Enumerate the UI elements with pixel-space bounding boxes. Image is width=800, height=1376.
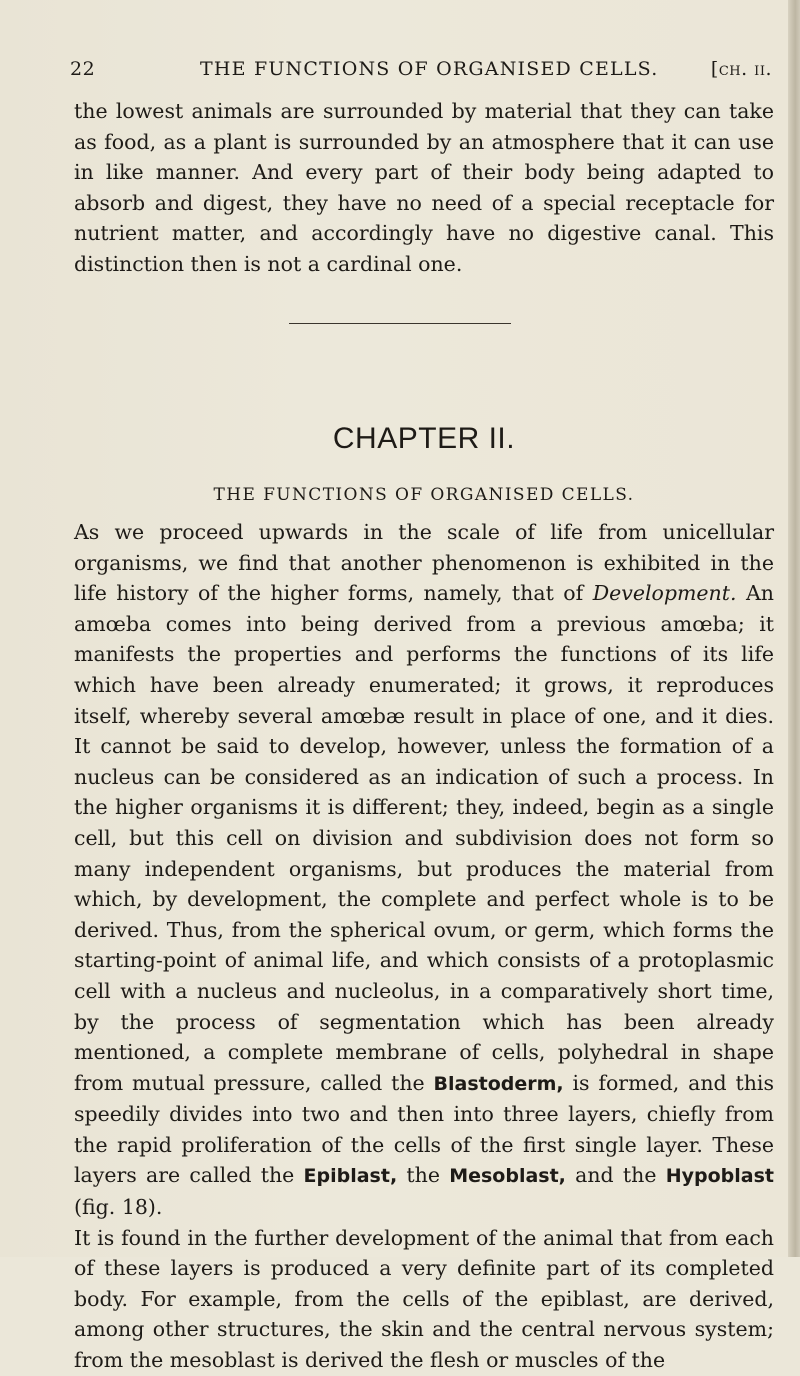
top-paragraph: the lowest animals are surrounded by material that they can take as food, as a plant is surrounded by an atmosphere that it can use in like manner. And every part of their body being adapted to absorb and digest, they have no need of a special receptacle for nutrient matter, and accordingly have no digestive canal. This distinction then is not a cardinal one. bbox=[74, 99, 774, 276]
page-edge-shadow bbox=[788, 0, 800, 1257]
paragraph-text: the bbox=[397, 1163, 450, 1188]
paragraph-text: As we proceed upwards in the scale of life from unicellular organisms, we find that another phenomenon is exhibited in the life history of the higher forms, namely, that of bbox=[74, 520, 774, 606]
paragraph-development bbox=[74, 517, 774, 1223]
running-head bbox=[70, 58, 782, 82]
paragraph-text: An amœba comes into being derived from a previous amœba; it manifests the properties and performs the functions of its life which have been already enumerated; it grows, it reproduces itself, whereby several amœbæ result in place of one, and it dies. It cannot be said to develop, however, unless the formation of a nucleus can be considered as an indication of such a process. In the higher organisms it is different; they, indeed, begin as a single cell, but this cell on division and subdivision does not form so many independent organisms, but produces the material from which, by development, the complete and perfect whole is to be derived. Thus, from the spherical ovum, or germ, which forms the starting-point of animal life, and which consists of a protoplasmic cell with a nucleus and nucleolus, in a comparatively short time, by the process of segmentation which has been already mentioned, a complete membrane of cells, polyhedral in shape from mutual pressure, called the bbox=[74, 581, 774, 1095]
running-head-chapter: [ch. ii. bbox=[710, 58, 772, 80]
section-divider-rule bbox=[289, 323, 511, 324]
paragraph-text: and the bbox=[565, 1163, 666, 1188]
chapter-subtitle: THE FUNCTIONS OF ORGANISED CELLS. bbox=[213, 485, 635, 505]
paragraph-layers: It is found in the further development of the animal that from each of these layers is produced a very definite part of its completed body. For example, from the cells of the epiblast, are derived, among other structures, the skin and the central nervous system; from the mesoblast is derived the flesh or muscles of the bbox=[74, 1225, 774, 1373]
term-blastoderm: Blastoderm, bbox=[433, 1072, 564, 1095]
emphasis-development: Development. bbox=[592, 581, 737, 606]
top-paragraph-block bbox=[74, 96, 774, 280]
page-number: 22 bbox=[70, 58, 96, 80]
running-head-title: THE FUNCTIONS OF ORGANISED CELLS. bbox=[200, 58, 659, 80]
paragraph-text: is formed, and this speedily divides into two and then into three layers, chiefly from the rapid proliferation of the cells of the first single layer. These layers are called the bbox=[74, 1070, 775, 1188]
term-mesoblast: Mesoblast, bbox=[449, 1165, 566, 1188]
term-hypoblast: Hypoblast bbox=[665, 1165, 774, 1188]
paragraph-text: (fig. 18). bbox=[74, 1195, 163, 1220]
chapter-body bbox=[74, 517, 774, 1376]
chapter-heading: CHAPTER II. bbox=[332, 422, 516, 455]
term-epiblast: Epiblast, bbox=[303, 1165, 398, 1188]
